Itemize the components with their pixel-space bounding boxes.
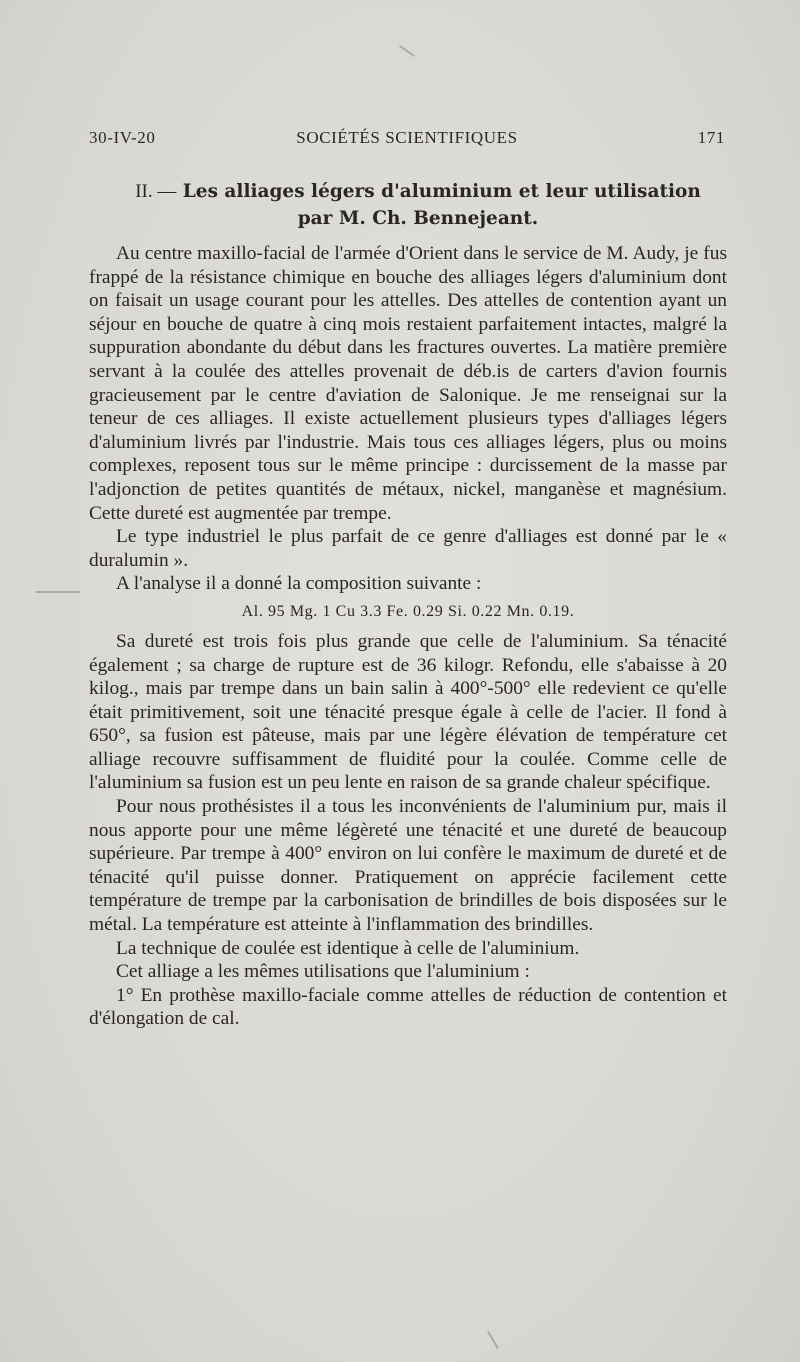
article-title — [118, 178, 718, 232]
title-text-1: Les alliages légers d'aluminium et leur utilisation — [182, 181, 701, 202]
title-line-2: par M. Ch. Bennejeant. — [297, 208, 539, 229]
paragraph: Le type industriel le plus parfait de ce genre d'alliages est donné par le « duralumin ». — [89, 526, 727, 571]
article-number: II. — — [135, 181, 177, 202]
scan-mark — [399, 45, 415, 57]
paragraph: Au centre maxillo-facial de l'armée d'Orient dans le service de M. Audy, je fus frappé de la résistance chimique en bouche des alliages légers d'aluminium dont on faisait un usage courant pour les attelles. Des attelles de contention ayant un séjour en bouche de quatre à cinq mois restaient parfaitement intactes, malgré la suppuration abondante du début dans les fractures ouvertes. La matière première servant à la coulée des attelles provenait de déb.is de carters d'avion fournis gracieusement par le centre d'aviation de Salonique. Je me renseignai sur la teneur de ces alliages. Il existe actuellement plusieurs types d'alliages légers d'aluminium livrés par l'industrie. Mais tous ces alliages légers, plus ou moins complexes, reposent tous sur le même principe : durcissement de la masse par l'adjonction de petites quantités de métaux, nickel, manganèse et magnésium. Cette dureté est augmentée par trempe. — [89, 243, 727, 524]
paragraph: 1° En prothèse maxillo-faciale comme attelles de réduction de contention et d'élongation de cal. — [89, 984, 727, 1030]
scan-mark — [487, 1331, 499, 1349]
paragraph: Cet alliage a les mêmes utilisations que l'aluminium : — [116, 961, 530, 983]
paragraph: Pour nous prothésistes il a tous les inconvénients de l'aluminium pur, mais il nous apporte pour une même légèreté une ténacité et une dureté de beaucoup supérieure. Par trempe à 400° environ on lui confère le maximum de dureté et de ténacité qu'il puisse donner. Pratiquement on apprécie facilement cette température de trempe par la carbonisation de brindilles de bois disposées sur le métal. La température est atteinte à l'inflammation des brindilles. — [89, 796, 727, 936]
paragraph: La technique de coulée est identique à celle de l'aluminium. — [116, 937, 580, 959]
page-number: 171 — [697, 128, 725, 147]
article-body — [89, 242, 727, 1031]
paragraph: Sa dureté est trois fois plus grande que celle de l'aluminium. Sa ténacité également ; sa charge de rupture est de 36 kilogr. Refondu, elle s'abaisse à 20 kilog., mais par trempe dans un bain salin à 400°-500° elle redevient ce qu'elle était primitivement, soit une ténacité presque égale à celle de l'acier. Il fond à 650°, sa fusion est pâteuse, mais par une légère élévation de température cet alliage recouvre suffisamment de fluidité pour la coulée. Comme celle de l'aluminium sa fusion est un peu lente en raison de sa grande chaleur spécifique. — [89, 630, 727, 794]
header-date: 30-IV-20 — [89, 128, 156, 147]
header-section: SOCIÉTÉS SCIENTIFIQUES — [296, 128, 518, 147]
running-header — [89, 128, 725, 156]
scan-mark — [36, 591, 80, 593]
title-line-1 — [118, 178, 718, 205]
paragraph: A l'analyse il a donné la composition suivante : — [116, 573, 482, 595]
composition-formula: Al. 95 Mg. 1 Cu 3.3 Fe. 0.29 Si. 0.22 Mn. 0.19. — [241, 602, 575, 620]
